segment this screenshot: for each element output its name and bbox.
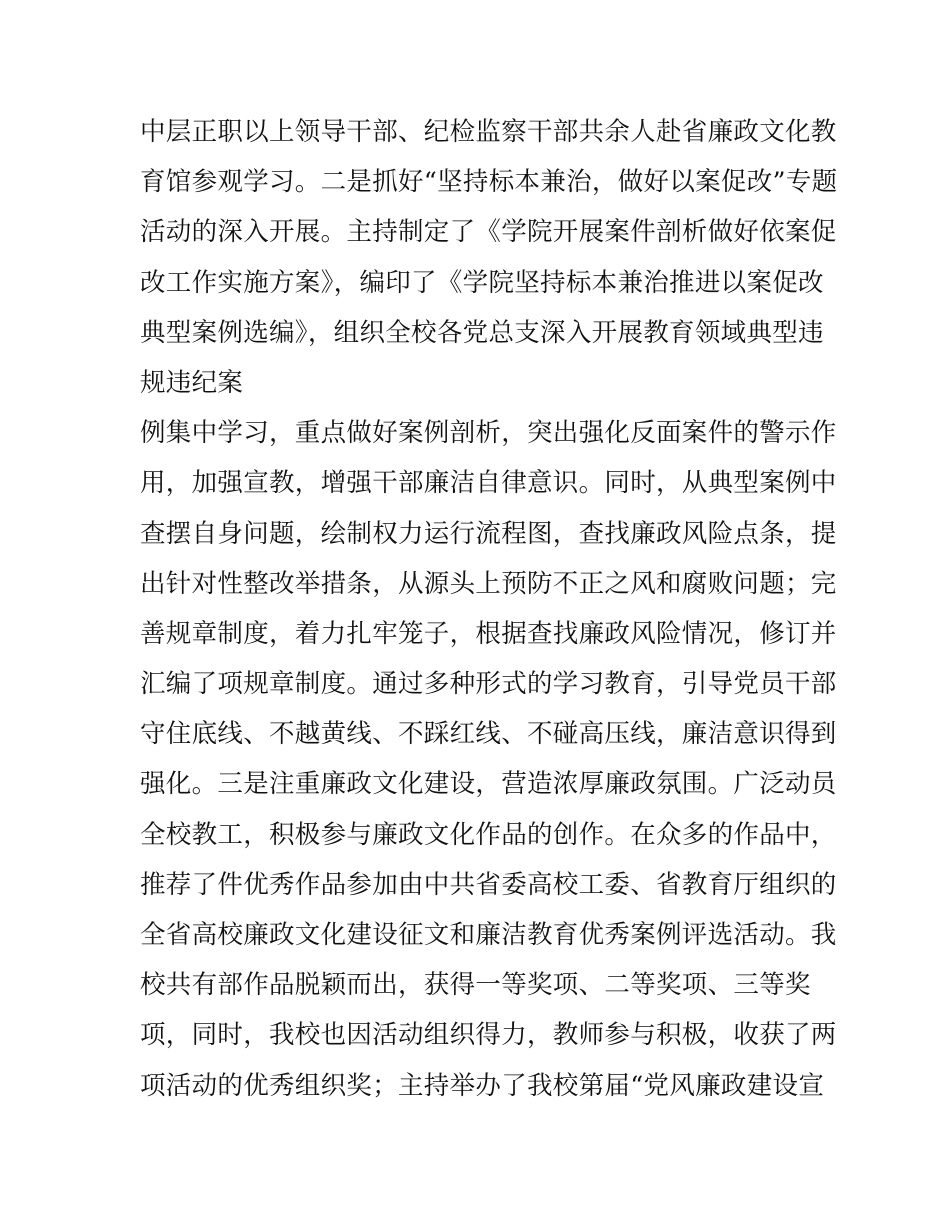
text-line: 全校教工，积极参与廉政文化作品的创作。在众多的作品中， xyxy=(140,819,837,850)
text-line: 校共有部作品脱颖而出，获得一等奖项、二等奖项、三等奖 xyxy=(140,970,811,1001)
text-line: 改工作实施方案》，编印了《学院坚持标本兼治推进以案促改 xyxy=(140,267,824,298)
text-line: 典型案例选编》，组织全校各党总支深入开展教育领域典型违 xyxy=(140,317,824,348)
text-line: 育馆参观学习。二是抓好“坚持标本兼治，做好以案促改”专题 xyxy=(140,167,838,198)
text-line: 项，同时，我校也因活动组织得力，教师参与积极，收获了两 xyxy=(140,1020,837,1051)
text-line: 汇编了项规章制度。通过多种形式的学习教育，引导党员干部 xyxy=(140,669,837,700)
text-line: 全省高校廉政文化建设征文和廉洁教育优秀案例评选活动。我 xyxy=(140,920,837,950)
text-line: 守住底线、不越黄线、不踩红线、不碰高压线，廉洁意识得到 xyxy=(140,719,837,750)
text-line: 用，加强宣教，增强干部廉洁自律意识。同时，从典型案例中 xyxy=(140,468,837,499)
text-line: 出针对性整改举措条，从源头上预防不正之风和腐败问题；完 xyxy=(140,568,837,599)
text-line: 善规章制度，着力扎牢笼子，根据查找廉政风险情况，修订并 xyxy=(140,618,837,649)
text-line: 项活动的优秀组织奖；主持举办了我校第届“党风廉政建设宣 xyxy=(140,1070,825,1101)
text-line: 例集中学习，重点做好案例剖析，突出强化反面案件的警示作 xyxy=(140,418,837,449)
text-line: 强化。三是注重廉政文化建设，营造浓厚廉政氛围。广泛动员 xyxy=(140,769,837,800)
text-line: 规违纪案 xyxy=(140,367,244,398)
document-body xyxy=(140,107,838,1111)
text-line: 推荐了件优秀作品参加由中共省委高校工委、省教育厅组织的 xyxy=(140,869,837,900)
text-line: 中层正职以上领导干部、纪检监察干部共余人赴省廉政文化教 xyxy=(140,117,837,147)
text-line: 活动的深入开展。主持制定了《学院开展案件剖析做好依案促 xyxy=(140,217,837,248)
text-line: 查摆自身问题，绘制权力运行流程图，查找廉政风险点条，提 xyxy=(140,518,837,549)
